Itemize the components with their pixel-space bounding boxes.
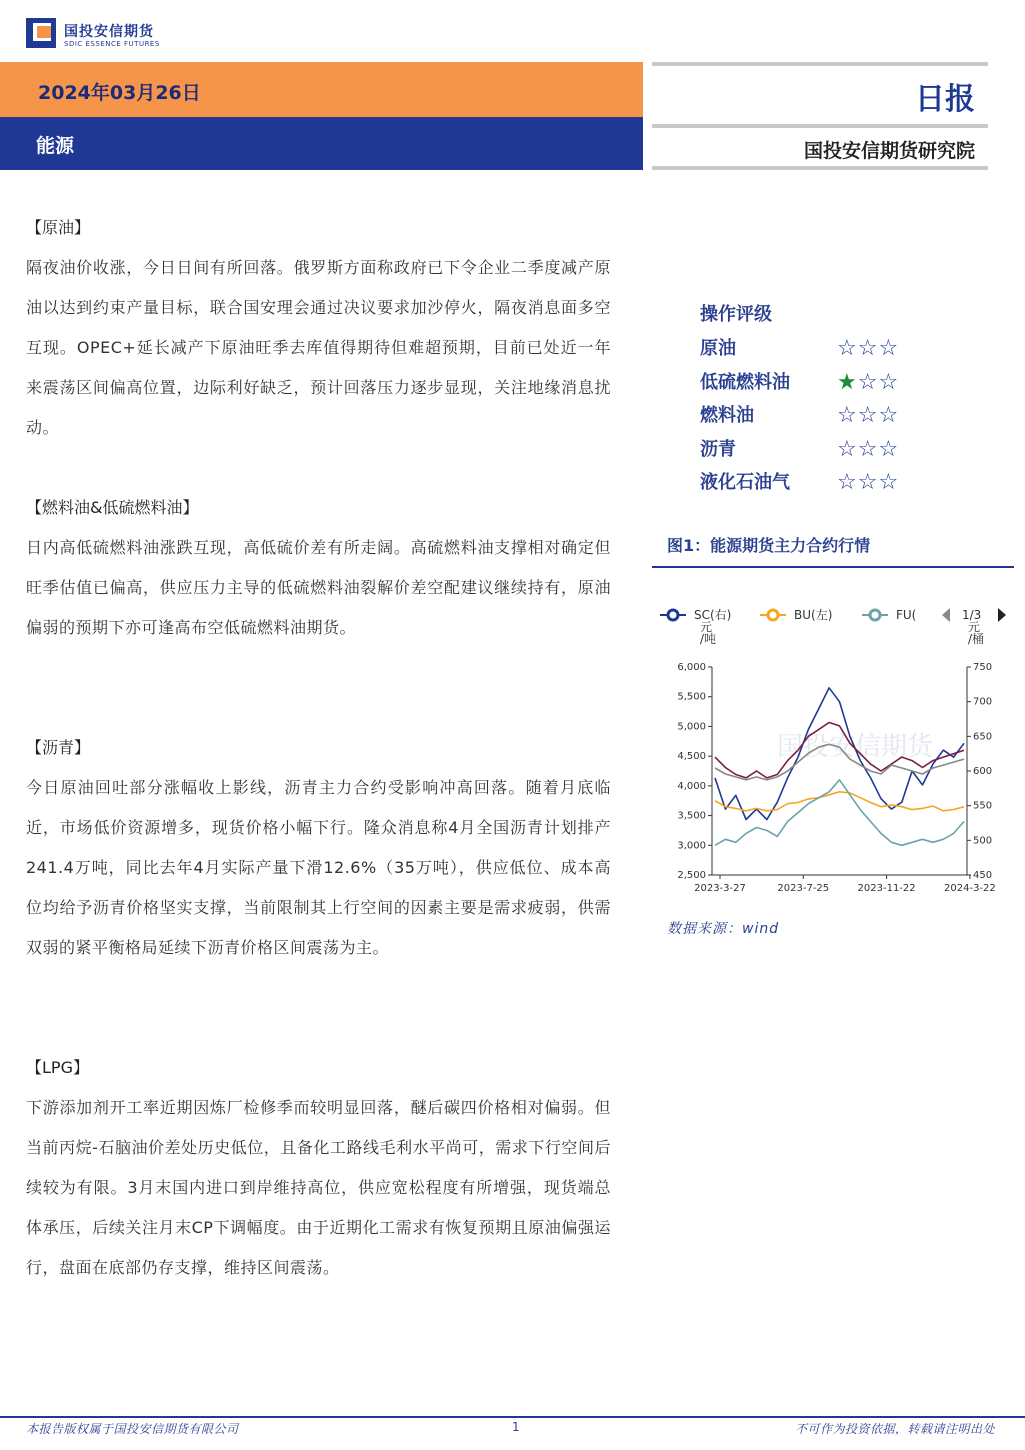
brand-logo (26, 18, 226, 52)
star-rating-icon: ☆☆☆ (837, 403, 900, 428)
right-axis-unit: 元 (968, 620, 981, 634)
legend-label: SC(右) (694, 608, 732, 622)
filled-star-icon: ★ (837, 369, 858, 395)
left-axis-unit: /吨 (700, 632, 717, 646)
brand-name-en: SDIC ESSENCE FUTURES (64, 40, 160, 48)
section-lpg (26, 1048, 611, 1288)
brand-mark-icon (26, 18, 56, 48)
legend-marker (870, 610, 880, 620)
section-body: 下游添加剂开工率近期因炼厂检修季而较明显回落，醚后碳四价格相对偏弱。但当前丙烷-石脑油价差处历史低位，且备化工路线毛利水平尚可，需求下行空间后续较为有限。3月末国内进口到岸维持高位，供应宽松程度有所增强，现货端总体承压，后续关注月末CP下调幅度。由于近期化工需求有恢复预期且原油偏强运行，盘面在底部仍存支撑，维持区间震荡。 (26, 1098, 611, 1277)
rating-row (700, 433, 960, 467)
prev-page-icon (942, 608, 950, 622)
brand-name-cn: 国投安信期货 (64, 24, 154, 40)
section-body: 今日原油回吐部分涨幅收上影线，沥青主力合约受影响冲高回落。随着月底临近，市场低价资源增多，现货价格小幅下行。隆众消息称4月全国沥青计划排产241.4万吨，同比去年4月实际产量下滑12.6%（35万吨），供应低位、成本高位均给予沥青价格坚实支撑，当前限制其上行空间的因素主要是需求疲弱，供需双弱的紧平衡格局延续下沥青价格区间震荡为主。 (26, 778, 611, 957)
left-tick-label: 5,000 (677, 721, 706, 733)
right-axis-unit: /桶 (968, 632, 985, 646)
next-page-icon (998, 608, 1006, 622)
left-tick-label: 5,500 (677, 691, 706, 703)
x-tick-label: 2024-3-22 (944, 883, 996, 894)
left-tick-label: 3,500 (677, 810, 706, 822)
star-rating-icon: ☆☆☆ (837, 336, 900, 361)
legend-marker (768, 610, 778, 620)
legend-marker (668, 610, 678, 620)
star-rating-icon: ☆☆☆ (837, 436, 900, 462)
ratings-title: 操作评级 (700, 304, 772, 325)
rating-name: 低硫燃料油 (700, 371, 790, 393)
section-crude-oil (26, 208, 611, 448)
header-rule (652, 124, 988, 128)
section-title: 【燃料油&低硫燃料油】 (26, 498, 199, 517)
footer-copyright: 本报告版权属于国投安信期货有限公司 (26, 1422, 239, 1436)
header-rule (652, 166, 988, 170)
rating-name: 液化石油气 (700, 472, 790, 493)
left-tick-label: 2,500 (677, 870, 706, 881)
figure-title: 图1：能源期货主力合约行情 (667, 536, 871, 555)
rating-name: 燃料油 (700, 405, 754, 426)
section-body: 隔夜油价收涨，今日日间有所回落。俄罗斯方面称政府已下令企业二季度减产原油以达到约束产量目标，联合国安理会通过决议要求加沙停火，隔夜消息面多空互现。OPEC+延长减产下原油旺季去库值得期待但难超预期，目前已处近一年来震荡区间偏高位置，边际利好缺乏，预计回落压力逐步显现，关注地缘消息扰动。 (26, 258, 611, 437)
left-axis-unit: 元 (700, 620, 713, 634)
right-tick-label: 600 (973, 766, 993, 777)
legend-label: FU( (896, 608, 917, 622)
header-rule (652, 62, 988, 66)
section-title: 【LPG】 (26, 1058, 89, 1077)
rating-row (700, 332, 960, 366)
legend-page: 1/3 (962, 608, 982, 622)
rating-name: 原油 (700, 338, 736, 359)
legend-label: BU(左) (794, 608, 833, 622)
section-title: 【沥青】 (26, 738, 91, 757)
institute-name: 国投安信期货研究院 (803, 140, 975, 162)
right-tick-label: 550 (973, 800, 993, 812)
category-bar (0, 117, 643, 170)
report-category: 能源 (36, 135, 75, 157)
right-tick-label: 750 (973, 662, 993, 673)
rating-row (700, 466, 960, 500)
star-rating-icon: ★☆☆ (837, 369, 900, 395)
section-asphalt (26, 728, 611, 968)
page-number: 1 (512, 1420, 520, 1434)
operation-ratings (700, 298, 960, 500)
footer-rule (0, 1416, 1025, 1418)
section-fuel-oil (26, 488, 611, 648)
rating-row (700, 366, 960, 400)
right-tick-label: 450 (973, 870, 993, 881)
x-tick-label: 2023-3-27 (694, 883, 746, 894)
left-tick-label: 6,000 (677, 662, 706, 673)
x-tick-label: 2023-7-25 (777, 883, 830, 894)
series-line (715, 792, 964, 811)
star-rating-icon: ☆☆☆ (837, 470, 900, 495)
data-source: 数据来源：wind (667, 921, 780, 937)
x-tick-label: 2023-11-22 (857, 883, 916, 894)
section-body: 日内高低硫燃料油涨跌互现，高低硫价差有所走阔。高硫燃料油支撑相对确定但旺季估值已偏高，供应压力主导的低硫燃料油裂解价差空配建议继续持有，原油偏弱的预期下亦可逢高布空低硫燃料油期货。 (26, 538, 611, 637)
right-tick-label: 650 (973, 731, 993, 743)
section-title: 【原油】 (26, 218, 91, 237)
left-tick-label: 4,500 (677, 751, 706, 763)
chart-watermark: 国投安信期货 (777, 732, 934, 762)
right-tick-label: 700 (973, 696, 993, 708)
report-type: 日报 (915, 82, 975, 117)
rating-name: 沥青 (700, 438, 736, 460)
date-bar (0, 62, 643, 117)
right-tick-label: 500 (973, 835, 993, 847)
figure-rule (652, 566, 1014, 568)
left-tick-label: 3,000 (677, 840, 706, 852)
energy-futures-chart (652, 595, 1022, 905)
report-date: 2024年03月26日 (38, 82, 201, 104)
left-tick-label: 4,000 (677, 780, 706, 792)
footer-disclaimer: 不可作为投资依据，转载请注明出处 (794, 1422, 995, 1436)
rating-row (700, 399, 960, 433)
